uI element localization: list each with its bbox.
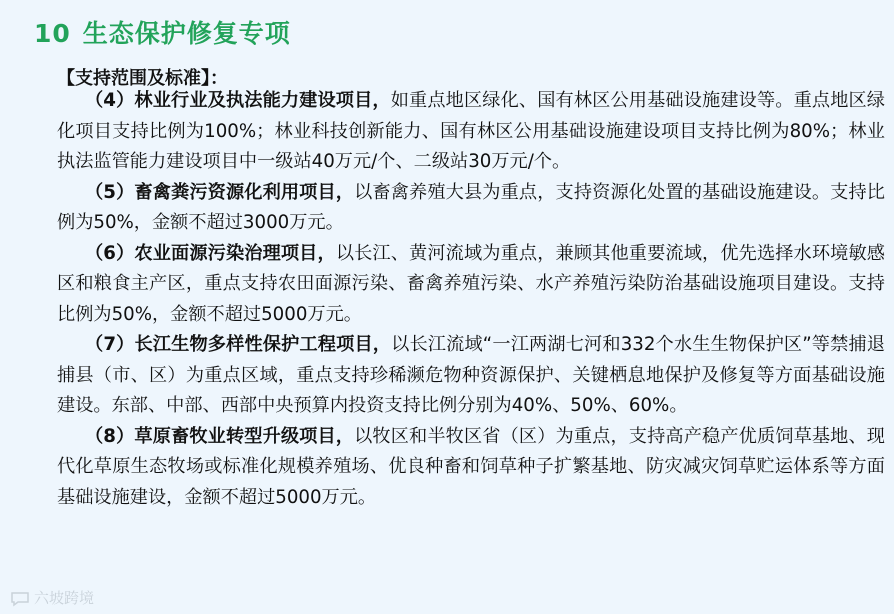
chat-bubble-icon — [10, 591, 30, 607]
item-heading: （4）林业行业及执法能力建设项目， — [85, 90, 391, 111]
watermark-text: 六坡跨境 — [34, 589, 95, 607]
watermark — [10, 587, 94, 608]
item-paragraph — [57, 422, 885, 514]
item-text: 以牧区和半牧区省（区）为重点，支持高产稳产优质饲草基地、现代化草原生态牧场或标准化规模养殖场、优良种畜和饲草种子扩繁基地、防灾减灾饲草贮运体系等方面基础设施建设，金额不超过5000万元。 — [57, 425, 885, 508]
section-title — [34, 14, 291, 50]
item-text: 以长江、黄河流域为重点，兼顾其他重要流域，优先选择水环境敏感区和粮食主产区，重点支持农田面源污染、畜禽养殖污染、水产养殖污染防治基础设施项目建设。支持比例为50%，金额不超过5000万元。 — [57, 242, 885, 325]
item-heading: （6）农业面源污染治理项目， — [85, 242, 336, 264]
scope-label: 【支持范围及标准】： — [57, 68, 228, 89]
item-heading: （5）畜禽粪污资源化利用项目， — [85, 181, 355, 203]
item-paragraph — [57, 86, 885, 178]
section-title-text: 生态保护修复专项 — [82, 19, 291, 48]
section-number: 10 — [34, 19, 71, 48]
content-body — [57, 86, 885, 513]
item-paragraph — [57, 330, 885, 422]
item-heading: （8）草原畜牧业转型升级项目， — [85, 425, 355, 447]
item-heading: （7）长江生物多样性保护工程项目， — [85, 334, 392, 355]
item-paragraph — [57, 178, 885, 239]
item-paragraph — [57, 239, 885, 331]
item-text: 如重点地区绿化、国有林区公用基础设施建设等。重点地区绿化项目支持比例为100%；林业科技创新能力、国有林区公用基础设施建设项目支持比例为80%；林业执法监管能力建设项目中一级站40万元/个、二级站30万元/个。 — [57, 90, 885, 172]
item-text: 以畜禽养殖大县为重点，支持资源化处置的基础设施建设。支持比例为50%，金额不超过3000万元。 — [57, 181, 885, 233]
item-text: 以长江流域“一江两湖七河和332个水生生物保护区”等禁捕退捕县（市、区）为重点区域，重点支持珍稀濒危物种资源保护、关键栖息地保护及修复等方面基础设施建设。东部、中部、西部中央预算内投资支持比例分别为40%、50%、60%。 — [57, 334, 885, 416]
